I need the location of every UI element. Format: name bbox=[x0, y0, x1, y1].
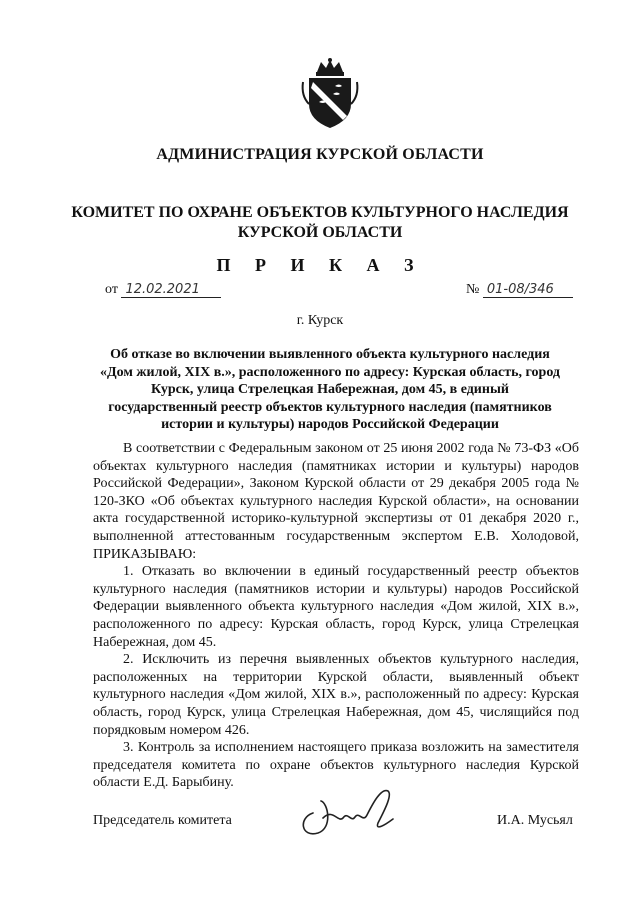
order-item-1: 1. Отказать во включении в единый государственный реестр объектов культурного наследия (памятников истории и культуры) народов Российской Федерации выявленного объекта культурного наследия «Дом жилой, XIX в.», расположенного по адресу: Курская область, город Курск, улица Стрелецкая Набережная, дом 45. bbox=[93, 564, 579, 650]
signer-name: И.А. Мусьял bbox=[497, 813, 573, 828]
committee-title bbox=[0, 203, 640, 243]
committee-title-line2: КУРСКОЙ ОБЛАСТИ bbox=[237, 224, 403, 241]
order-intro: В соответствии с Федеральным законом от 25 июня 2002 года № 73-ФЗ «Об объектах культурного наследия (памятниках истории и культуры) народов Российской Федерации», Законом Курской области от 29 декабря 2005 года № 120-ЗКО «Об объектах культурного наследия Курской области», на основании акта государственной историко-культурной экспертизы от 01 декабря 2020 г., выполненной аттестованным государственным экспертом Е.В. Холодовой, ПРИКАЗЫВАЮ: bbox=[93, 441, 579, 562]
date-value: 12.02.2021 bbox=[121, 282, 221, 298]
number-prefix: № bbox=[466, 282, 480, 297]
order-body bbox=[93, 440, 579, 792]
number-value: 01-08/346 bbox=[483, 282, 573, 298]
order-subject: Об отказе во включении выявленного объекта культурного наследия «Дом жилой, XIX в.», расположенного по адресу: Курская область, город Курск, улица Стрелецкая Набережная, дом 45, в единый государственный реестр объектов культурного наследия (памятников истории и культуры) народов Российской Федерации bbox=[99, 347, 560, 433]
order-item-3: 3. Контроль за исполнением настоящего приказа возложить на заместителя председателя комитета по охране объектов культурного наследия Курской области Е.Д. Барыбину. bbox=[93, 740, 579, 791]
document-type: П Р И К А З bbox=[216, 255, 424, 275]
order-item-2: 2. Исключить из перечня выявленных объектов культурного наследия, расположенных на территории Курской области, выявленный объект культурного наследия «Дом жилой, XIX в.», расположенный по адресу: Курская область, город Курск, улица Стрелецкая Набережная, дом 45, числящийся под порядковым номером 426. bbox=[93, 652, 579, 738]
date-prefix: от bbox=[105, 282, 118, 297]
handwritten-signature-icon bbox=[293, 783, 408, 843]
signer-title: Председатель комитета bbox=[93, 813, 232, 828]
committee-title-line1: КОМИТЕТ ПО ОХРАНЕ ОБЪЕКТОВ КУЛЬТУРНОГО НАСЛЕДИЯ bbox=[71, 204, 569, 221]
kursk-coat-of-arms-icon bbox=[299, 58, 361, 130]
number-field bbox=[466, 282, 573, 298]
city: г. Курск bbox=[296, 313, 344, 328]
administration-title: АДМИНИСТРАЦИЯ КУРСКОЙ ОБЛАСТИ bbox=[156, 146, 484, 163]
date-field bbox=[105, 282, 221, 298]
